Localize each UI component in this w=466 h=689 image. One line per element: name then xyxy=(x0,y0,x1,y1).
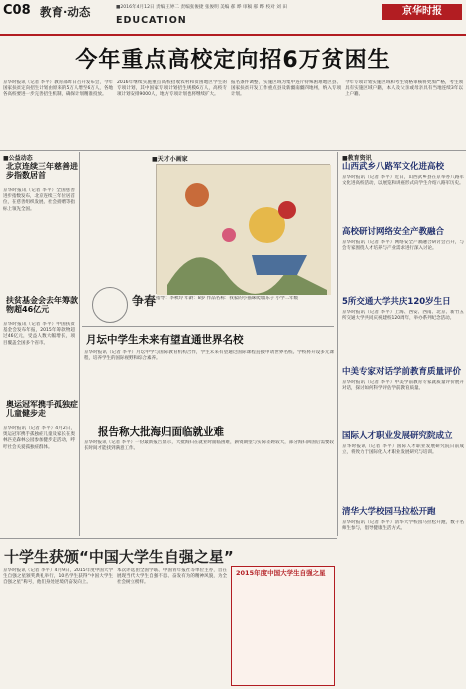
left-section-title: ■公益动态 xyxy=(3,155,33,162)
right-section-title: ■教育资讯 xyxy=(342,155,372,162)
divider xyxy=(82,326,334,327)
center-story2-text: 京华时报讯（记者 李平）一份最新报告显示，大批海归在就业时面临困难，薪资期望与实际差距较大，部分海归回国后需要较长时间才能找到满意工作。 xyxy=(84,440,334,452)
right-story1-text: 京华时报讯（记者 李平）近日，山西武乡县在京举办八路军文化进高校活动，以展览和讲座形式向学生介绍八路军历史。 xyxy=(342,175,464,187)
divider xyxy=(0,150,466,151)
divider xyxy=(0,538,337,539)
right-story3-title: 5所交通大学共庆120岁生日 xyxy=(342,297,451,307)
illus-caption: 指导：李秋玲 年龄：8岁 作品名称：我家的小猫咪爬墙乐子 小学二年级 xyxy=(156,296,299,301)
newspaper-logo: 京华时报 xyxy=(382,4,462,20)
award-box xyxy=(231,566,335,686)
divider xyxy=(337,152,338,536)
section-en: EDUCATION xyxy=(116,15,187,26)
bottom-title: 十学生获颁“中国大学生自强之星” xyxy=(4,548,234,566)
center-story1-text: 京华时报讯（记者 李平）月坛中学与国际教育机构合作，学生未来有望通过国际课程直接申请世界名校。学校将开设多元课程，培养学生的国际视野和综合素养。 xyxy=(84,350,334,362)
issue-line: ■2016年4月12日 责编王婷二 责编张俊捷 张俊明 美编 郝 晔 审稿 郝 晔 校对 刘 田 xyxy=(116,5,287,10)
left-story3-text: 京华时报讯（记者 李平）4月2日，奥运冠军携手孤独症儿童及家长在奥林匹克森林公园参加健步走活动，呼吁社会关爱孤独症群体。 xyxy=(3,426,75,450)
page-header xyxy=(0,0,466,36)
right-story5-title: 国际人才职业发展研究院成立 xyxy=(342,431,453,441)
drawing-artwork xyxy=(157,165,331,295)
bottom-text-1: 京华时报讯（记者 李平）4月9日，2015年度中国大学生自强之星颁奖典礼举行，10名学生获得“中国大学生自强之星”称号，他们身处逆境仍奋发向上。 xyxy=(3,568,113,586)
illus-name: 争春 xyxy=(132,294,157,308)
lead-text-a: 京华时报讯（记者 李平）教育部昨日召开发布会，今年国家扶贫定向招生计划由原来的5万人增至6万人，各地各高校要进一步完善招生机制，确保计划精准投放。 xyxy=(3,80,113,98)
child-drawing xyxy=(156,164,330,294)
main-headline: 今年重点高校定向招6万贫困生 xyxy=(75,48,391,73)
right-story6-text: 京华时报讯（记者 李平）清华大学校园马拉松开跑，数千名师生参与，倡导健康生活方式。 xyxy=(342,520,464,532)
lead-text-b: 2016年继续实施重点高校招收农村和贫困地区学生的专项计划，其中国家专项计划招生规模6万人，高校专项计划安排9000人，地方专项计划也将继续扩大。 xyxy=(117,80,227,98)
center-story1-title: 月坛中学生未来有望直通世界名校 xyxy=(86,334,244,346)
left-story2-title: 扶贫基金会去年筹款物超46亿元 xyxy=(6,296,78,315)
right-story3-text: 京华时报讯（记者 李平）上海、西安、西南、北京、新竹五所交通大学共同庆祝建校120周年，举办系列纪念活动。 xyxy=(342,310,464,322)
left-story2-text: 京华时报讯（记者 李平）中国扶贫基金会发布年报，2015年筹款物超过46亿元，受益人数大幅增长，项目覆盖全国多个省市。 xyxy=(3,322,75,346)
divider xyxy=(79,152,80,536)
right-story4-title: 中美专家对话学前教育质量评价 xyxy=(342,367,462,377)
right-story2-title: 高校研讨网络安全产教融合 xyxy=(342,227,445,237)
left-story3-title: 奥运冠军携手孤独症儿童健步走 xyxy=(6,400,78,419)
lead-text-c: 报名条件调整，实施区域为集中连片特殊困难地区县、国家扶贫开发工作重点县及新疆南疆四地州，纳入专项计划。 xyxy=(231,80,341,98)
center-story2-title: 报告称大批海归面临就业难 xyxy=(98,426,224,438)
left-story1-title: 北京连续三年慈善进步指数居首 xyxy=(6,162,78,181)
bottom-text-2: 本次评选由全国学联、中国青年报社等单位主办，旨在展现当代大学生自强不息、奋发有为的精神风貌，为全社会树立榜样。 xyxy=(117,568,227,586)
page-code: C08 xyxy=(3,3,31,18)
right-story4-text: 京华时报讯（记者 李平）中美学前教育专家就质量评价展开对话，探讨如何科学评估学前教育质量。 xyxy=(342,380,464,392)
right-story5-text: 京华时报讯（记者 李平）国际人才职业发展研究院日前成立，将致力于国际化人才职业发展研究与培训。 xyxy=(342,444,464,456)
illustration-section xyxy=(82,152,334,324)
left-story1-text: 京华时报讯（记者 李平）全国慈善进步指数发布，北京连续三年位居首位，在慈善组织发展、社会捐赠等指标上领先全国。 xyxy=(3,188,75,212)
illus-label: ■天才小画家 xyxy=(152,156,188,163)
right-story6-title: 清华大学校园马拉松开跑 xyxy=(342,507,436,517)
right-story2-text: 京华时报讯（记者 李平）网络安全产教融合研讨会召开，与会专家围绕人才培养与产业需求进行深入讨论。 xyxy=(342,240,464,252)
section-title: 教育·动态 xyxy=(40,5,91,19)
right-story1-title: 山西武乡八路军文化进高校 xyxy=(342,162,445,172)
lead-text-d: 今年专项计划实施区域和考生资格审核将更加严格，考生须具有实施区域户籍，本人及父亲或母亲具有当地连续3年以上户籍。 xyxy=(345,80,463,98)
award-box-title: 2015年度中国大学生自强之星 xyxy=(236,569,326,577)
avatar xyxy=(92,287,128,323)
